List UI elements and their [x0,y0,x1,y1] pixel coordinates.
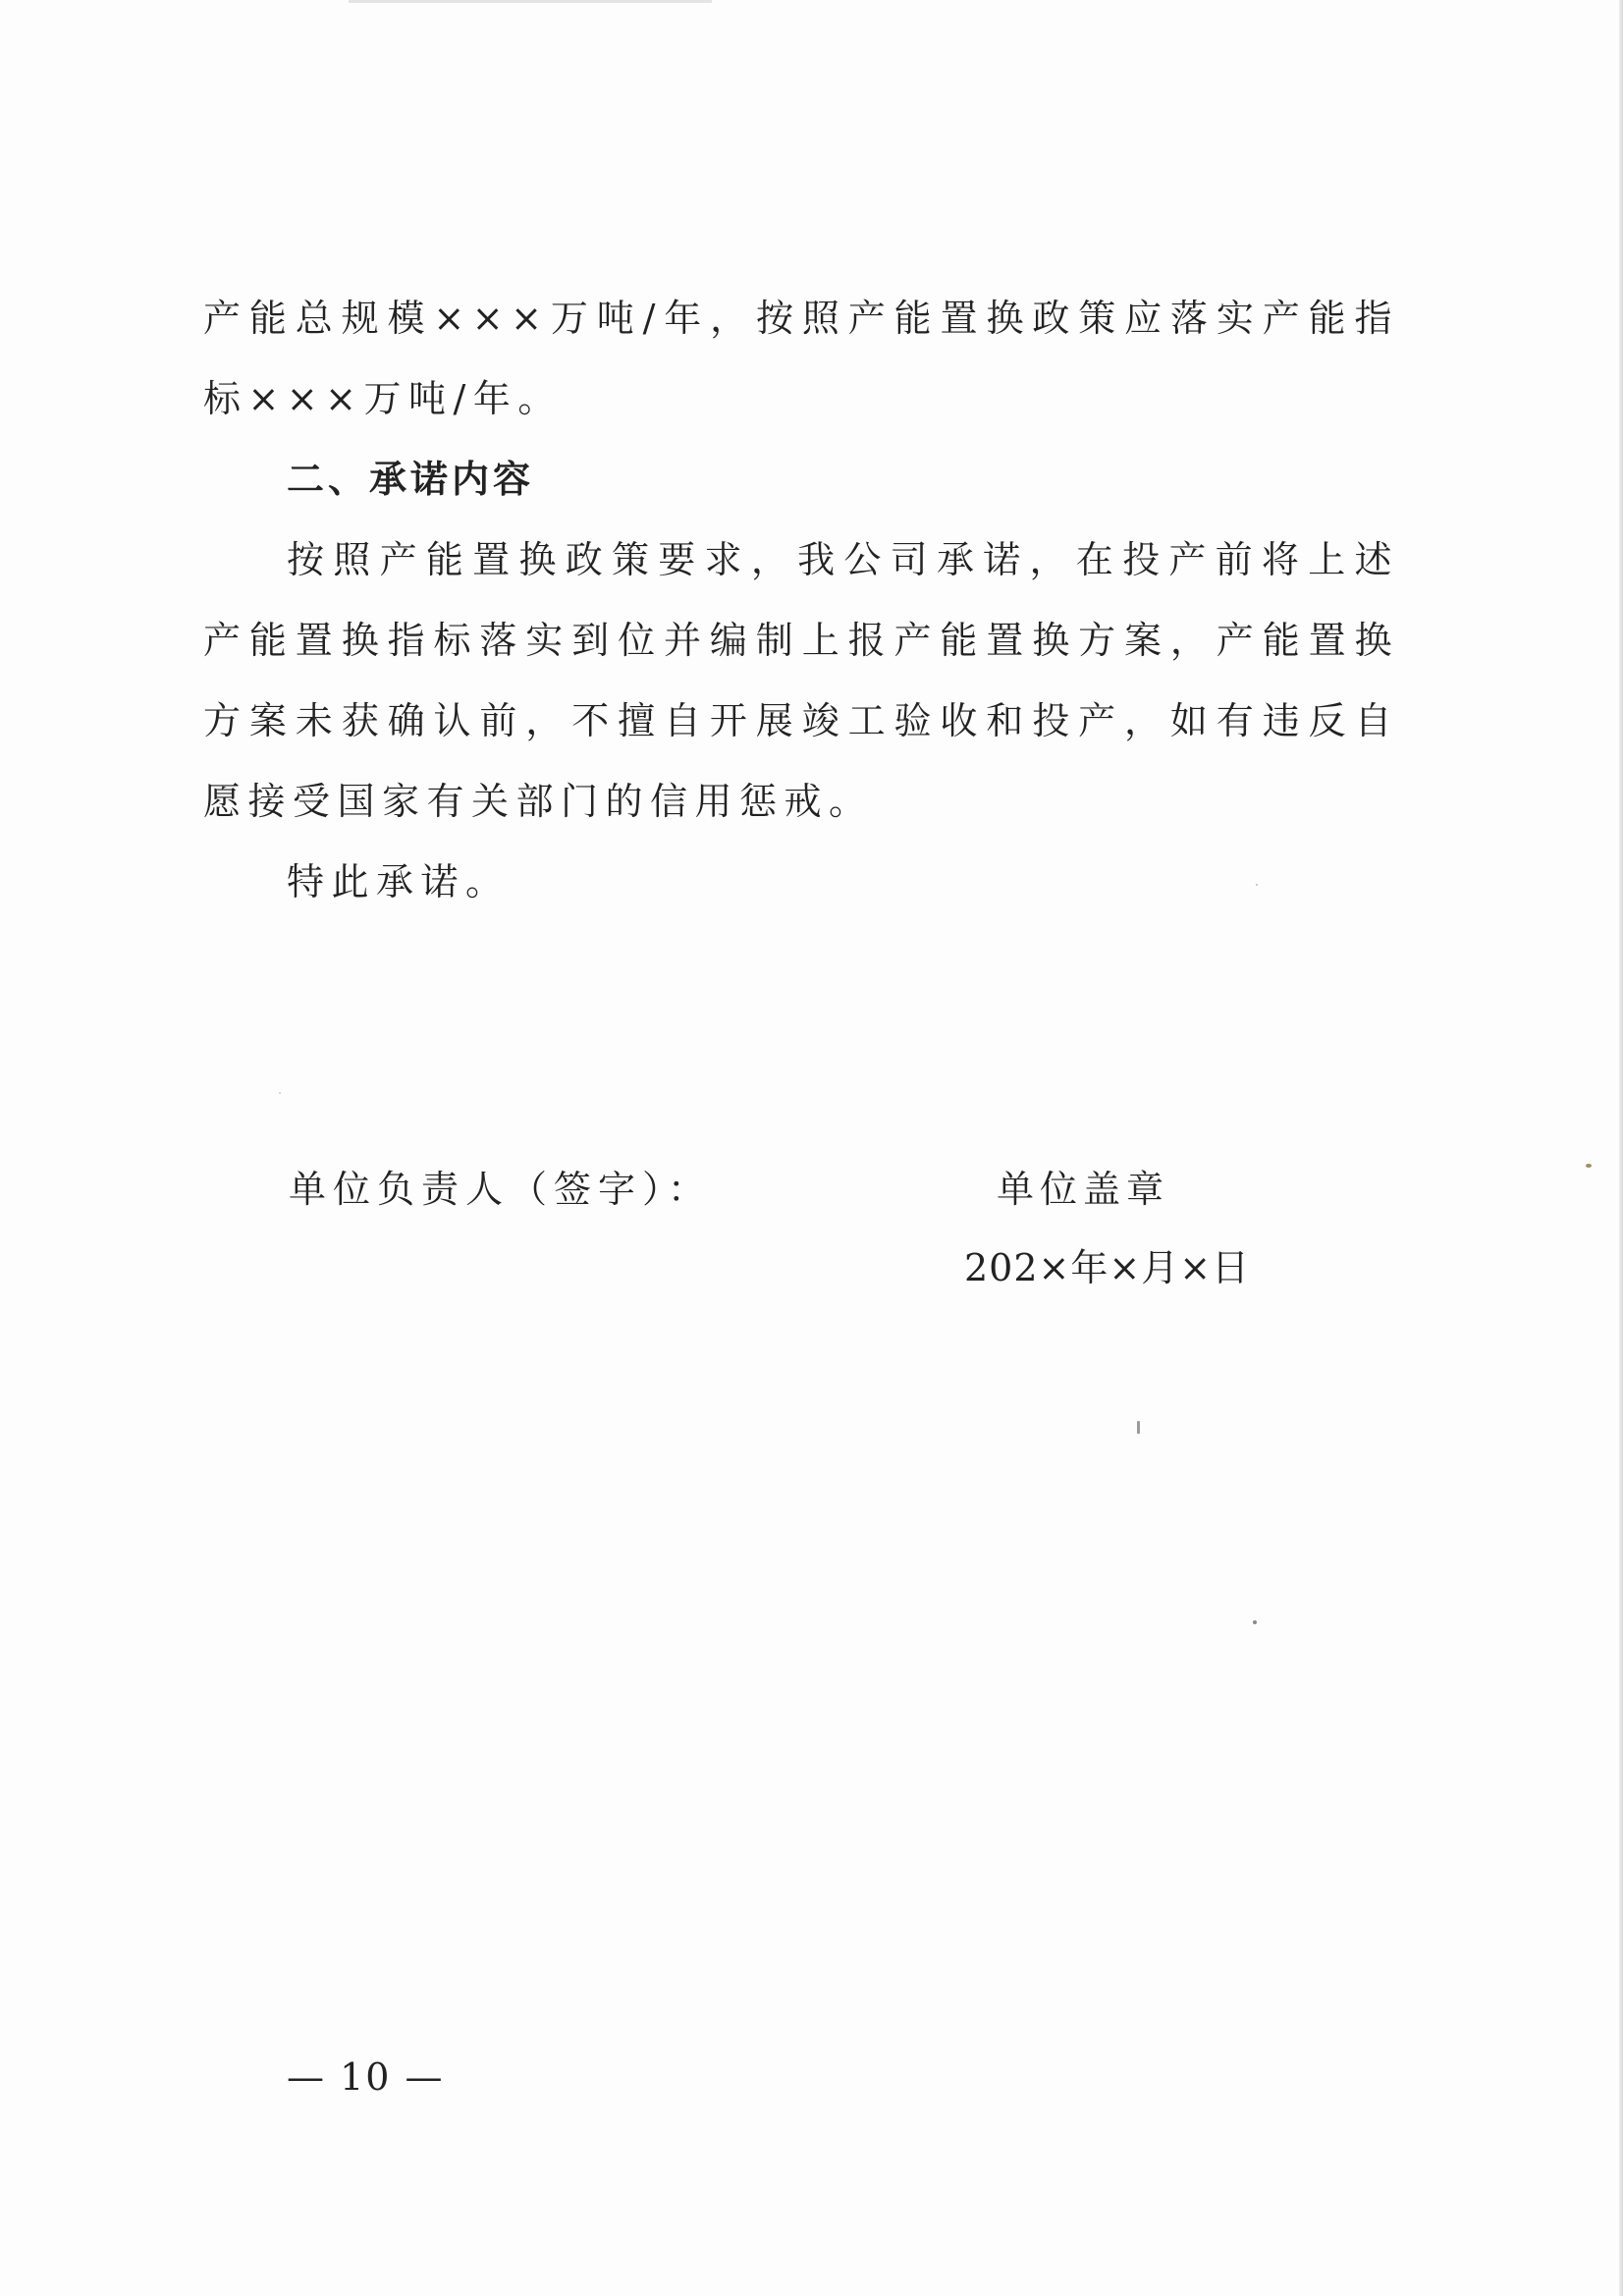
unit-seal-label: 单位盖章 [997,1168,1170,1211]
paragraph-commitment: 按照产能置换政策要求，我公司承诺，在投产前将上述产能置换指标落实到位并编制上报产能置换方案，产能置换方案未获确认前，不擅自开展竣工验收和投产，如有违反自愿接受国家有关部门的信用惩戒。 [203,538,1399,823]
scan-artifact-top [349,0,712,3]
scan-speck [1137,1421,1140,1434]
scan-speck [1253,1620,1257,1624]
scan-speck [279,1092,281,1094]
scan-edge-shadow [1619,0,1623,2296]
scan-speck [1586,1164,1592,1168]
page-number: — 10 — [287,2055,445,2099]
paragraph-capacity: 产能总规模×××万吨/年，按照产能置换政策应落实产能指标×××万吨/年。 [203,297,1399,420]
signature-date: 202×年×月×日 [964,1246,1251,1289]
section-heading-commitment: 二、承诺内容 [287,458,535,501]
responsible-person-signature-label: 单位负责人（签字）： [289,1168,713,1211]
scan-speck [1256,884,1258,886]
closing-statement: 特此承诺。 [287,860,511,903]
